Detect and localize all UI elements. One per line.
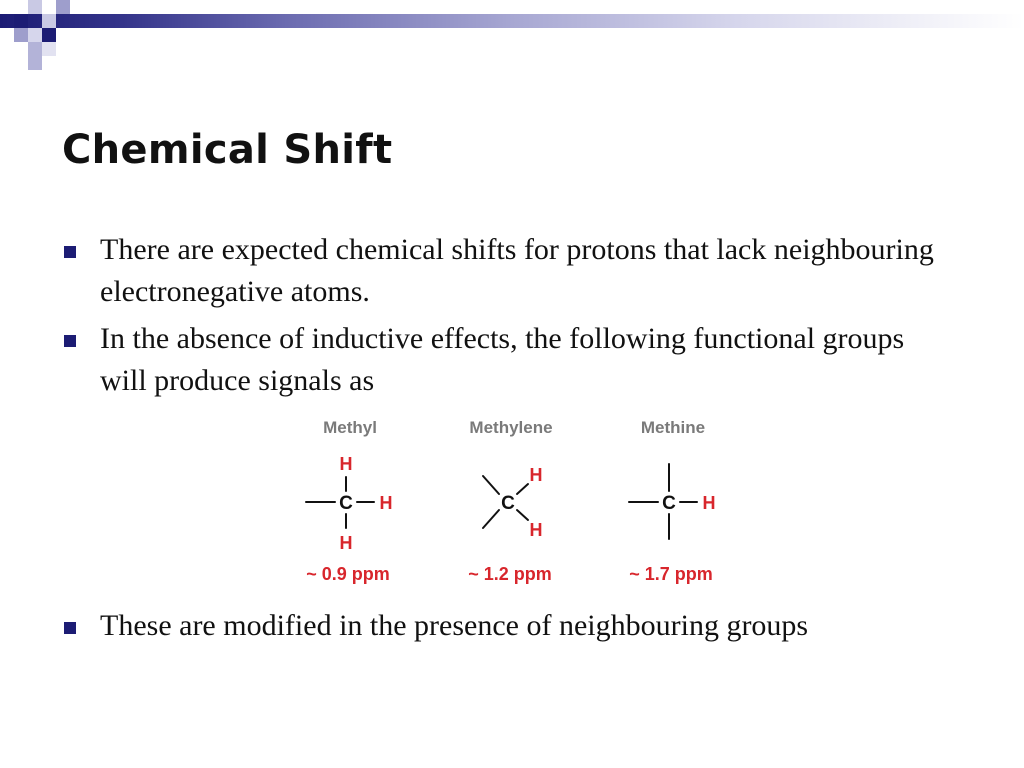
methylene-h-top: H [529, 465, 543, 485]
methylene-shift: ~ 1.2 ppm [468, 564, 552, 584]
methine-shift: ~ 1.7 ppm [629, 564, 713, 584]
slide-title: Chemical Shift [62, 127, 393, 173]
group-name-methine: Methine [640, 418, 706, 437]
decor-square [28, 42, 42, 56]
methyl-carbon: C [339, 493, 353, 514]
methyl-shift: ~ 0.9 ppm [306, 564, 390, 584]
decor-square [42, 42, 56, 56]
methine-h-right: H [702, 493, 716, 513]
diagram-svg [290, 408, 740, 592]
methylene-carbon: C [501, 493, 515, 514]
group-name-methyl: Methyl [323, 418, 377, 437]
decor-square [42, 14, 56, 28]
methyl-h-top: H [339, 454, 353, 474]
methylene-bond-upper-right [517, 484, 528, 494]
decor-square [28, 0, 42, 14]
methine-carbon: C [662, 493, 676, 514]
decor-square [42, 28, 56, 42]
bullet-square-icon [64, 335, 76, 347]
methylene-bond-upper-left [483, 476, 499, 494]
methyl-h-right: H [379, 493, 393, 513]
decor-square [14, 14, 28, 28]
methylene-bond-lower-right [517, 510, 528, 520]
title-gradient-band [0, 14, 1024, 28]
functional-groups-diagram [290, 408, 740, 592]
decor-square [28, 56, 42, 70]
bullet-text: There are expected chemical shifts for protons that lack neighbouring electronegative atoms. [100, 233, 934, 308]
methylene-h-bottom: H [529, 520, 543, 540]
methylene-bond-lower-left [483, 510, 499, 528]
decor-square [28, 28, 42, 42]
bullet-text: In the absence of inductive effects, the following functional groups will produce signals as [100, 322, 905, 397]
bullet-square-icon [64, 246, 76, 258]
bullet-text: These are modified in the presence of neighbouring groups [100, 609, 809, 642]
bullet-square-icon [64, 622, 76, 634]
group-name-methylene: Methylene [469, 418, 553, 437]
methyl-h-bottom: H [339, 533, 353, 553]
decor-square [56, 0, 70, 14]
decor-square [14, 28, 28, 42]
